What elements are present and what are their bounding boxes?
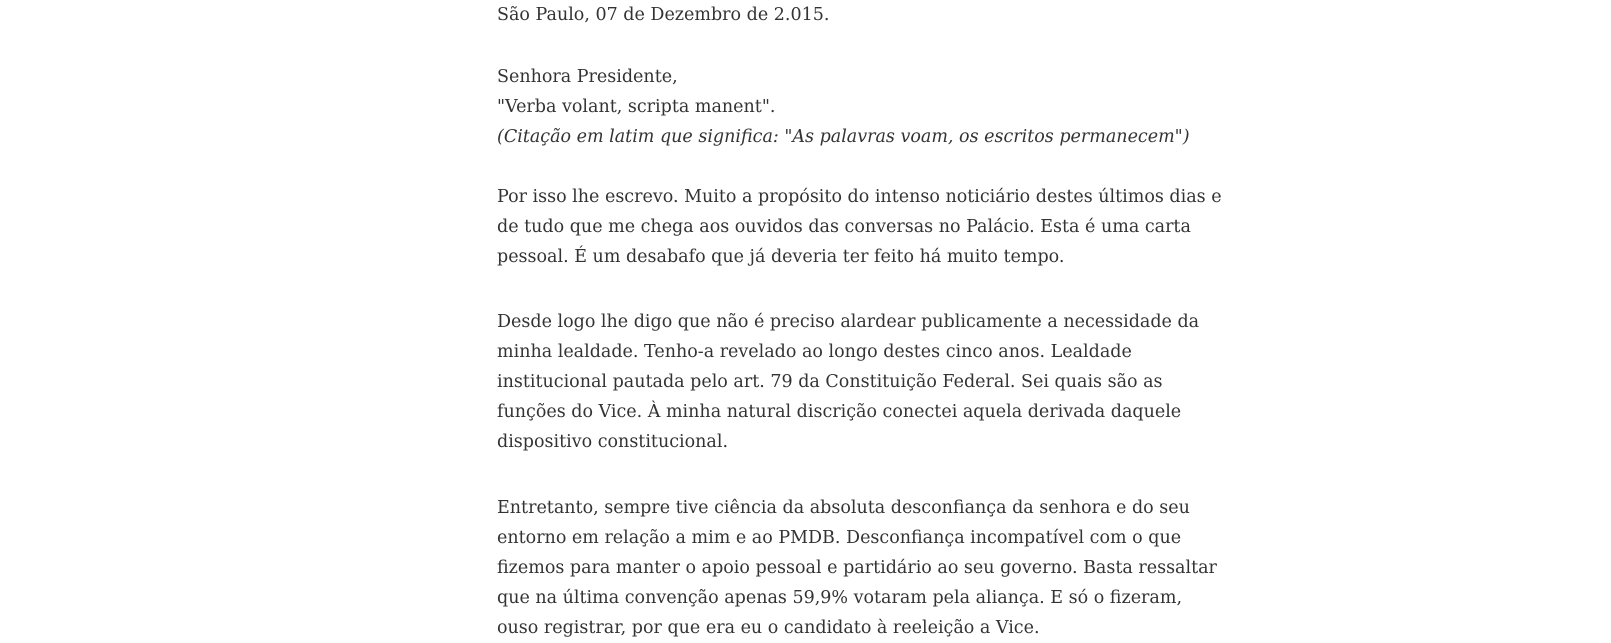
paragraph-line: de tudo que me chega aos ouvidos das conversas no Palácio. Esta é uma carta	[497, 217, 1191, 237]
letter-dateline: São Paulo, 07 de Dezembro de 2.015.	[497, 5, 830, 25]
paragraph-line: que na última convenção apenas 59,9% votaram pela aliança. E só o fizeram,	[497, 588, 1183, 608]
paragraph-line: entorno em relação a mim e ao PMDB. Desconfiança incompatível com o que	[497, 528, 1182, 548]
letter-salutation	[497, 62, 1190, 152]
paragraph-line: Desde logo lhe digo que não é preciso alardear publicamente a necessidade da	[497, 312, 1200, 332]
salutation-greeting: Senhora Presidente,	[497, 67, 678, 87]
paragraph-3	[497, 493, 1217, 643]
paragraph-line: funções do Vice. À minha natural discrição conectei aquela derivada daquele	[497, 402, 1182, 422]
paragraph-line: minha lealdade. Tenho-a revelado ao longo destes cinco anos. Lealdade	[497, 342, 1132, 362]
paragraph-1	[497, 182, 1222, 272]
paragraph-line: fizemos para manter o apoio pessoal e partidário ao seu governo. Basta ressaltar	[497, 558, 1217, 578]
paragraph-2	[497, 307, 1199, 457]
paragraph-line: institucional pautada pelo art. 79 da Constituição Federal. Sei quais são as	[497, 372, 1163, 392]
paragraph-line: ouso registrar, por que era eu o candidato à reeleição a Vice.	[497, 618, 1040, 638]
latin-quote: "Verba volant, scripta manent".	[497, 97, 776, 117]
paragraph-line: pessoal. É um desabafo que já deveria ter feito há muito tempo.	[497, 247, 1065, 267]
paragraph-line: dispositivo constitucional.	[497, 432, 729, 452]
paragraph-line: Por isso lhe escrevo. Muito a propósito do intenso noticiário destes últimos dias e	[497, 187, 1222, 207]
paragraph-line: Entretanto, sempre tive ciência da absoluta desconfiança da senhora e do seu	[497, 498, 1190, 518]
quote-translation: (Citação em latim que significa: "As palavras voam, os escritos permanecem")	[497, 127, 1190, 147]
